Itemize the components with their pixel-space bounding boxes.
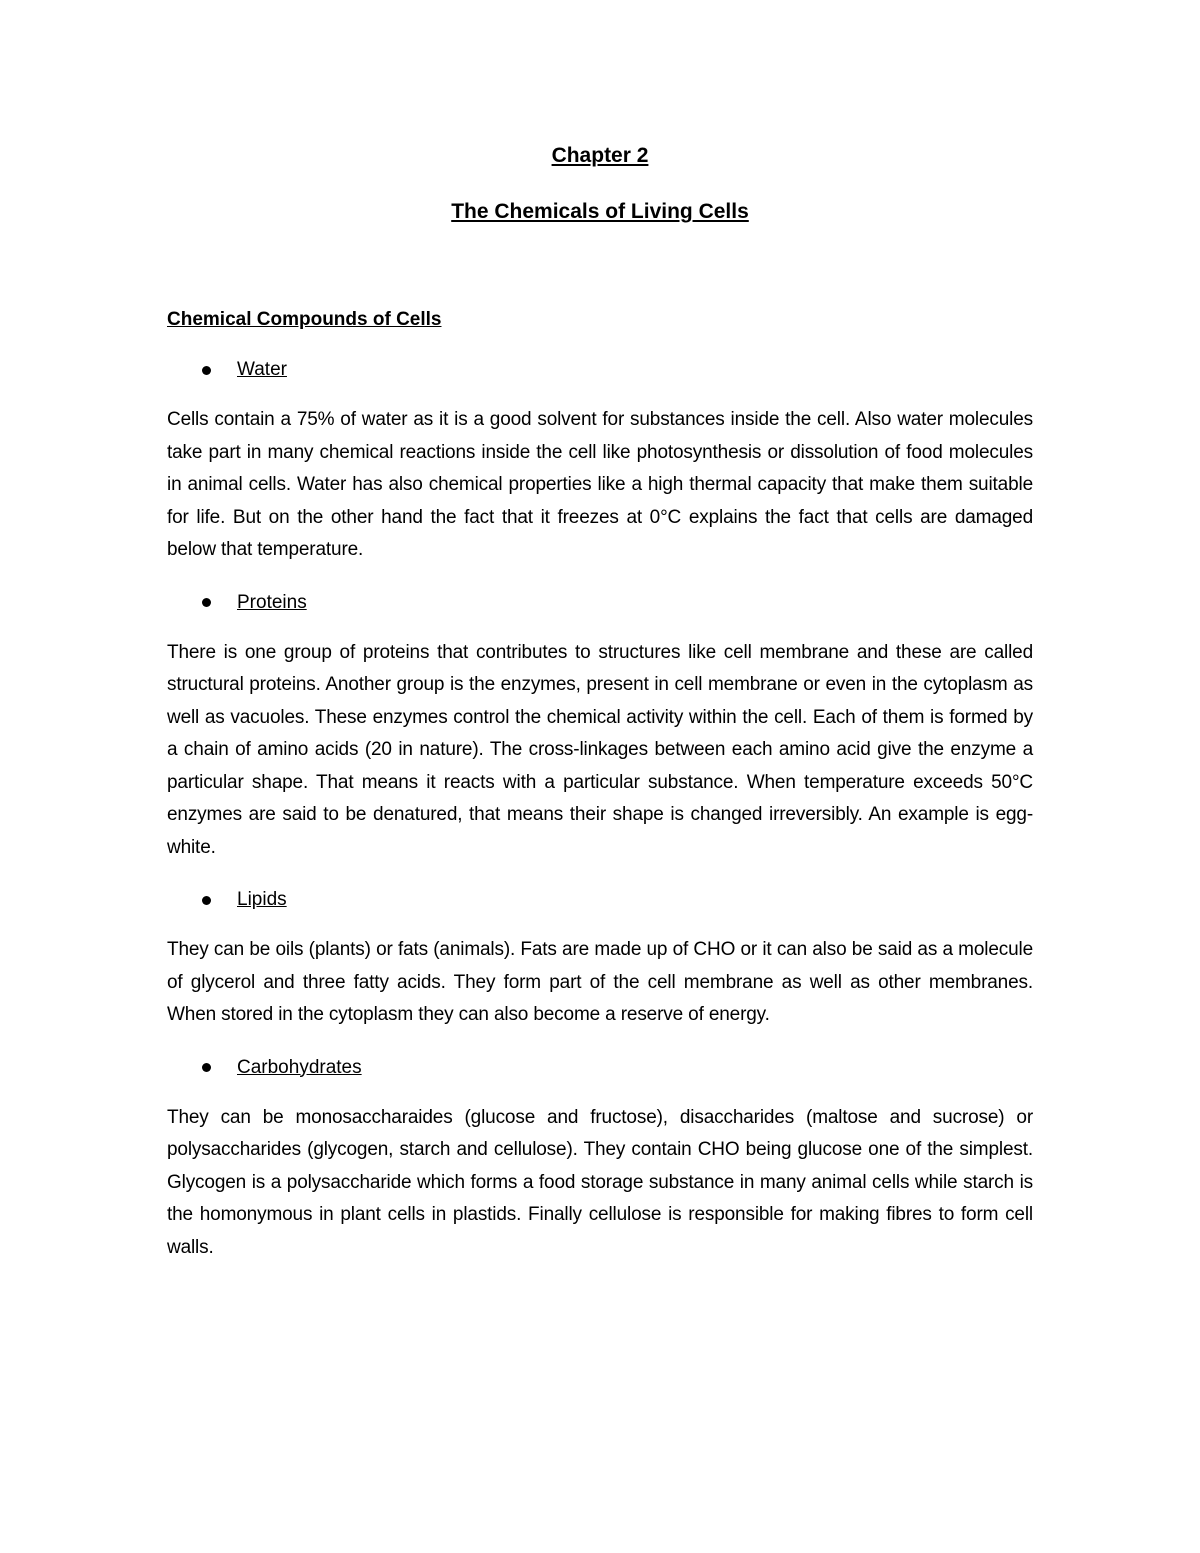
- bullet-icon: [202, 1063, 211, 1072]
- bullet-item-lipids: [167, 884, 1033, 916]
- bullet-item-proteins: [167, 587, 1033, 619]
- chapter-title: The Chemicals of Living Cells: [451, 200, 749, 223]
- bullet-label-carbohydrates: Carbohydrates: [237, 1056, 362, 1078]
- document-page: [167, 140, 1033, 1284]
- bullet-icon: [202, 366, 211, 375]
- bullet-label-water: Water: [237, 359, 287, 380]
- section-heading: Chemical Compounds of Cells: [167, 309, 442, 330]
- bullet-label-proteins: Proteins: [237, 591, 307, 613]
- paragraph-proteins: There is one group of proteins that contributes to structures like cell membrane and these are called structural proteins. Another group is the enzymes, present in cell membrane or even in the cytoplasm as well as vacuoles. These enzymes control the chemical activity within the cell. Each of them is formed by a chain of amino acids (20 in nature). The cross-linkages between each amino acid give the enzyme a particular shape. That means it reacts with a particular substance. When temperature exceeds 50°C enzymes are said to be denatured, that means their shape is changed irreversibly. An example is egg-white.: [167, 641, 1033, 858]
- paragraph-water: Cells contain a 75% of water as it is a good solvent for substances inside the cell. Also water molecules take part in many chemical reactions inside the cell like photosynthesis or dissolution of food molecules in animal cells. Water has also chemical properties like a high thermal capacity that make them suitable for life. But on the other hand the fact that it freezes at 0°C explains the fact that cells are damaged below that temperature.: [167, 409, 1033, 560]
- bullet-label-lipids: Lipids: [237, 889, 287, 910]
- bullet-item-carbohydrates: [167, 1052, 1033, 1084]
- chapter-number: Chapter 2: [551, 144, 649, 167]
- paragraph-lipids: They can be oils (plants) or fats (animals). Fats are made up of CHO or it can also be said as a molecule of glycerol and three fatty acids. They form part of the cell membrane as well as other membranes. When stored in the cytoplasm they can also become a reserve of energy.: [167, 939, 1033, 1025]
- bullet-icon: [202, 598, 211, 607]
- paragraph-carbohydrates: They can be monosaccharaides (glucose and fructose), disaccharides (maltose and sucrose) or polysaccharides (glycogen, starch and cellulose). They contain CHO being glucose one of the simplest. Glycogen is a polysaccharide which forms a food storage substance in many animal cells while starch is the homonymous in plant cells in plastids. Finally cellulose is responsible for making fibres to form cell walls.: [167, 1106, 1033, 1258]
- bullet-icon: [202, 896, 211, 905]
- bullet-item-water: [167, 354, 1033, 386]
